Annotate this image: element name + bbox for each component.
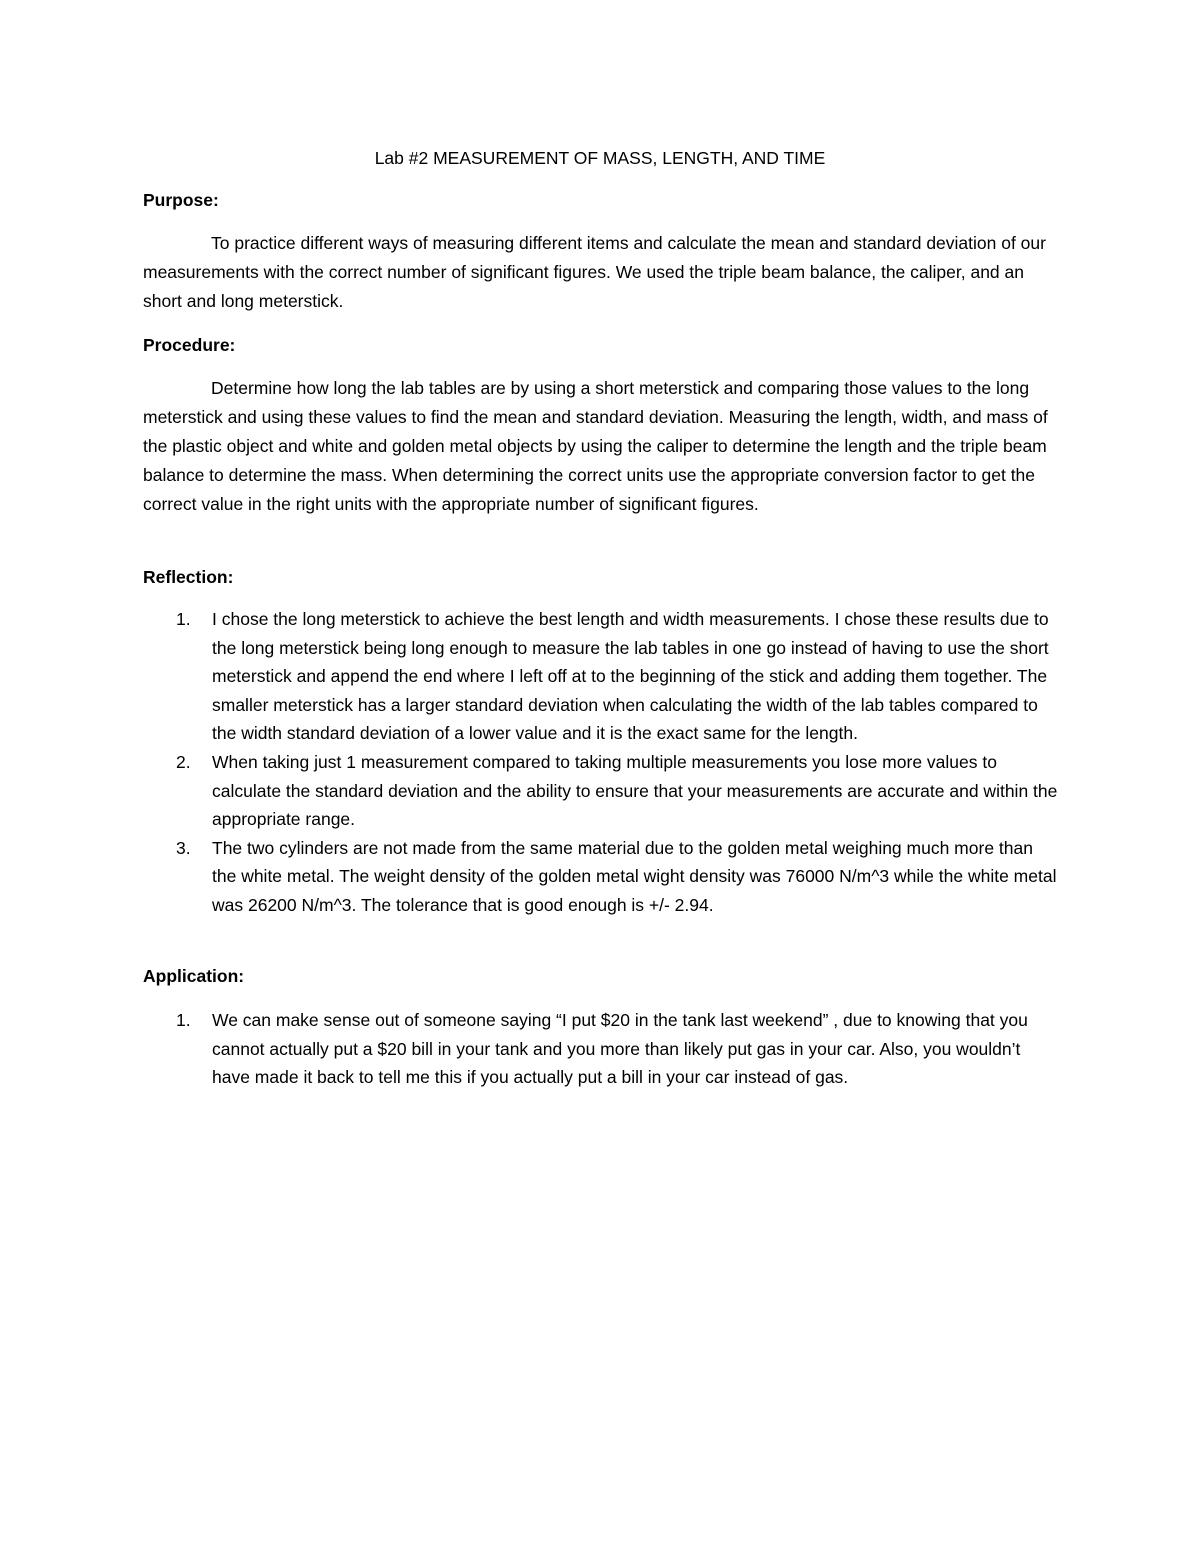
reflection-list — [143, 605, 1061, 920]
list-item — [143, 834, 1061, 920]
reflection-heading: Reflection: — [143, 567, 234, 587]
list-item-text: We can make sense out of someone saying “I put $20 in the tank last weekend” , due to knowing that you cannot actually put a $20 bill in your tank and you more than likely put gas in your car. Also, you wouldn’t have made it back to tell me this if you actually put a bill in your car instead of gas. — [212, 1010, 1028, 1088]
document-title: Lab #2 MEASUREMENT OF MASS, LENGTH, AND TIME — [374, 148, 826, 168]
application-heading: Application: — [143, 966, 245, 986]
procedure-paragraph: Determine how long the lab tables are by using a short meterstick and comparing those values to the long meterstick and using these values to find the mean and standard deviation. Measuring the length, width, and mass of the plastic object and white and golden metal objects by using the caliper to determine the length and the triple beam balance to determine the mass. When determining the correct units use the appropriate conversion factor to get the correct value in the right units with the appropriate number of significant figures. — [143, 378, 1048, 514]
list-item-number: 1. — [176, 1010, 191, 1030]
list-item — [143, 748, 1061, 834]
list-item-number: 3. — [176, 837, 191, 858]
list-item-text: When taking just 1 measurement compared to taking multiple measurements you lose more values to calculate the standard deviation and the ability to ensure that your measurements are accurate and within the appropriate range. — [212, 751, 1058, 830]
application-list — [143, 1006, 1061, 1092]
list-item-text: I chose the long meterstick to achieve the best length and width measurements. I chose these results due to the long meterstick being long enough to measure the lab tables in one go instead of having to use the short meterstick and append the end where I left off at to the beginning of the stick and adding them together. The smaller meterstick has a larger standard deviation when calculating the width of the lab tables compared to the width standard deviation of a lower value and it is the exact same for the length. — [212, 609, 1049, 744]
list-item-number: 1. — [176, 609, 191, 629]
procedure-heading: Procedure: — [143, 335, 236, 355]
purpose-paragraph: To practice different ways of measuring different items and calculate the mean and standard deviation of our measurements with the correct number of significant figures. We used the triple beam balance, the caliper, and an short and long meterstick. — [143, 233, 1046, 311]
list-item — [143, 605, 1061, 748]
list-item-number: 2. — [176, 751, 191, 772]
list-item — [143, 1006, 1061, 1092]
list-item-text: The two cylinders are not made from the same material due to the golden metal weighing much more than the white metal. The weight density of the golden metal wight density was 76000 N/m^3 while the white metal was 26200 N/m^3. The tolerance that is good enough is +/- 2.94. — [212, 837, 1057, 915]
purpose-heading: Purpose: — [143, 190, 219, 210]
